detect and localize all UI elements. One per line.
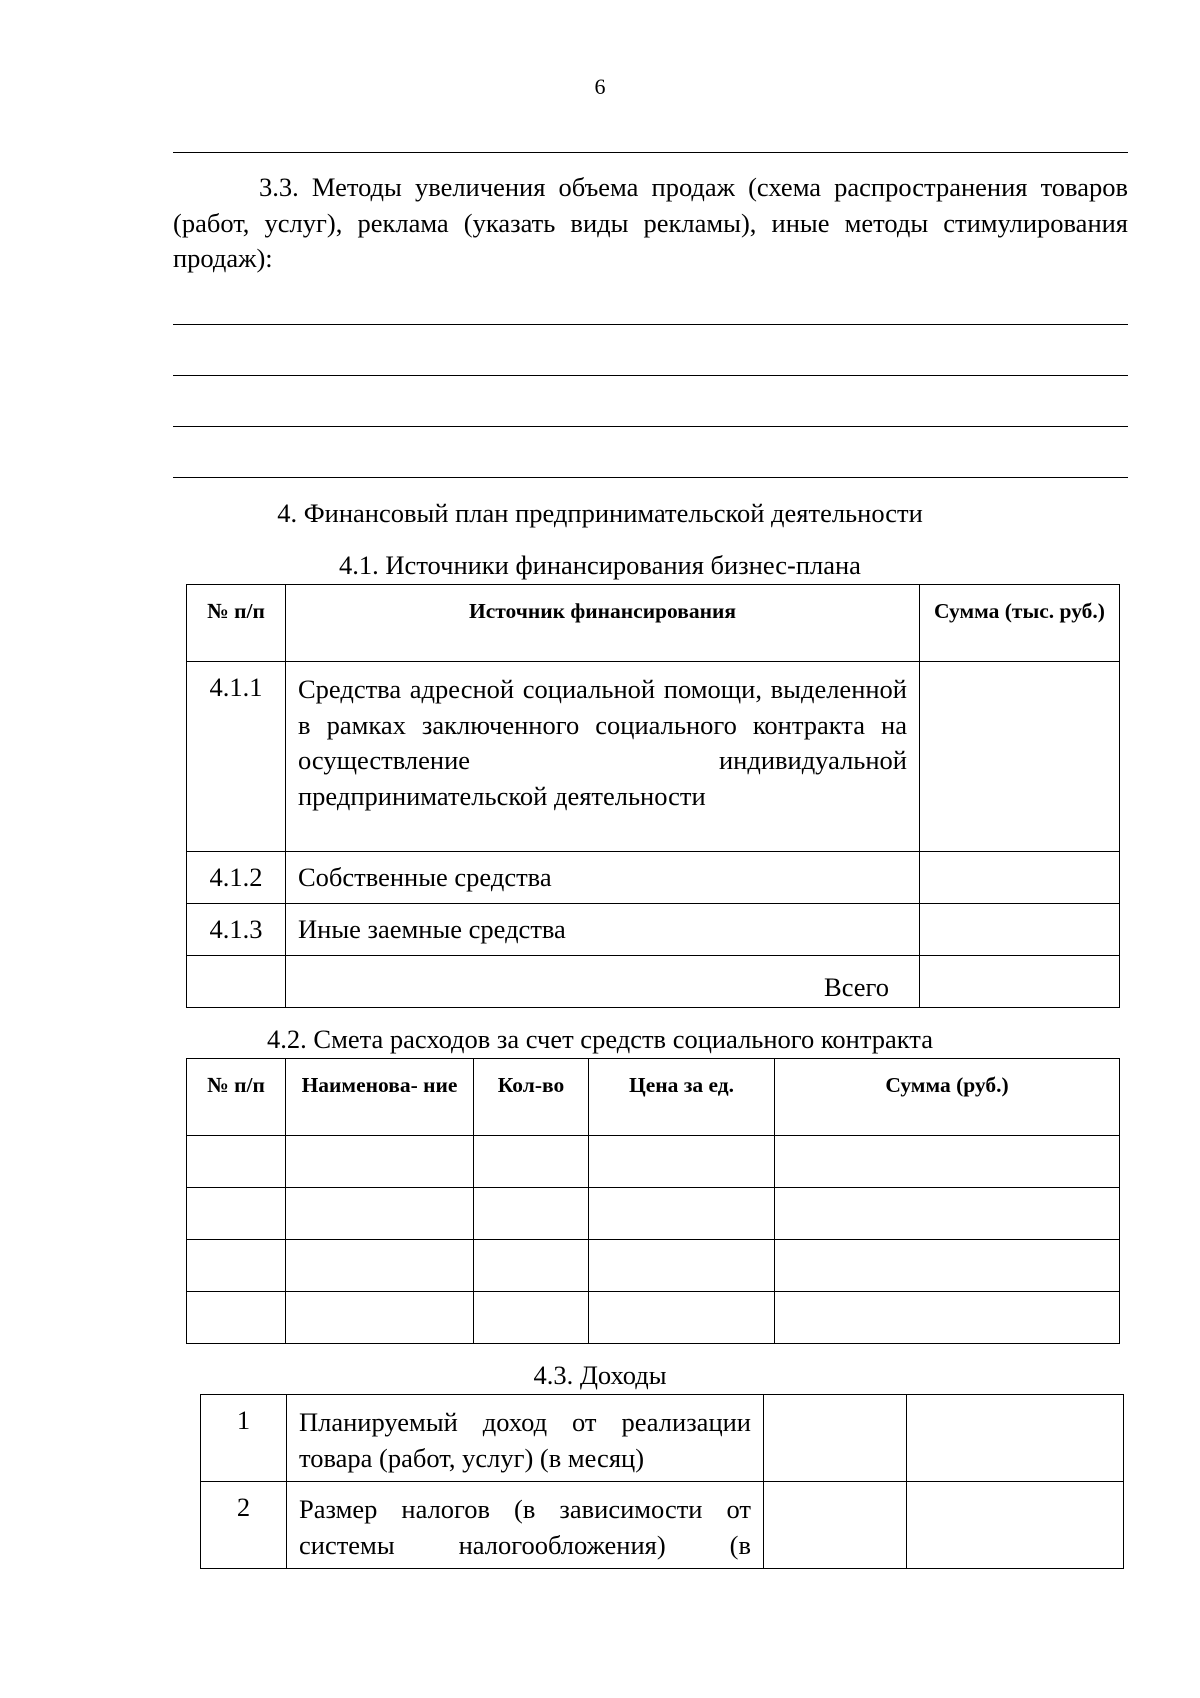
table-row bbox=[187, 1240, 1120, 1292]
cell[interactable] bbox=[286, 1292, 474, 1344]
table-row bbox=[187, 662, 1120, 852]
table-row bbox=[187, 1292, 1120, 1344]
header-source: Источник финансирования bbox=[286, 585, 920, 662]
empty-cell bbox=[187, 956, 286, 1008]
table-header-row bbox=[187, 585, 1120, 662]
cell[interactable] bbox=[187, 1292, 286, 1344]
blank-line bbox=[173, 426, 1128, 427]
header-num: № п/п bbox=[187, 585, 286, 662]
cell[interactable] bbox=[775, 1240, 1120, 1292]
row-num: 4.1.2 bbox=[187, 852, 286, 904]
cell[interactable] bbox=[286, 1240, 474, 1292]
row-sum-cell[interactable] bbox=[920, 904, 1120, 956]
total-row bbox=[187, 956, 1120, 1008]
row-num: 1 bbox=[201, 1395, 287, 1482]
blank-line bbox=[173, 152, 1128, 153]
row-sum-cell[interactable] bbox=[920, 852, 1120, 904]
total-sum-cell[interactable] bbox=[920, 956, 1120, 1008]
header-qty: Кол-во bbox=[474, 1059, 589, 1136]
row-num: 4.1.3 bbox=[187, 904, 286, 956]
cell[interactable] bbox=[474, 1188, 589, 1240]
table-row bbox=[201, 1395, 1124, 1482]
cell[interactable] bbox=[589, 1240, 775, 1292]
row-sum-cell[interactable] bbox=[920, 662, 1120, 852]
blank-line bbox=[173, 324, 1128, 325]
page-number: 6 bbox=[594, 74, 606, 99]
cell[interactable] bbox=[907, 1482, 1124, 1569]
header-sum: Сумма (руб.) bbox=[775, 1059, 1120, 1136]
cell[interactable] bbox=[764, 1482, 907, 1569]
cell[interactable] bbox=[907, 1395, 1124, 1482]
expense-estimate-table bbox=[186, 1058, 1120, 1344]
row-label: Планируемый доход от реализации товара (работ, услуг) (в месяц) bbox=[287, 1395, 764, 1482]
cell[interactable] bbox=[286, 1136, 474, 1188]
cell[interactable] bbox=[589, 1292, 775, 1344]
cell[interactable] bbox=[589, 1188, 775, 1240]
table-row bbox=[187, 904, 1120, 956]
table-4-3-title: 4.3. Доходы bbox=[533, 1360, 667, 1390]
cell[interactable] bbox=[775, 1136, 1120, 1188]
header-num: № п/п bbox=[187, 1059, 286, 1136]
table-row bbox=[201, 1482, 1124, 1569]
cell[interactable] bbox=[187, 1240, 286, 1292]
blank-line bbox=[173, 477, 1128, 478]
cell[interactable] bbox=[474, 1240, 589, 1292]
cell[interactable] bbox=[187, 1136, 286, 1188]
table-row bbox=[187, 852, 1120, 904]
row-num: 4.1.1 bbox=[187, 662, 286, 852]
table-4-2-title: 4.2. Смета расходов за счет средств социального контракта bbox=[267, 1024, 933, 1054]
total-label: Всего bbox=[286, 956, 920, 1008]
row-source: Собственные средства bbox=[286, 852, 920, 904]
row-source: Средства адресной социальной помощи, выделенной в рамках заключенного социального контракта на осуществление индивидуальной предпринимательской деятельности bbox=[286, 662, 920, 852]
row-num: 2 bbox=[201, 1482, 287, 1569]
cell[interactable] bbox=[187, 1188, 286, 1240]
financing-sources-table bbox=[186, 584, 1120, 1008]
blank-line bbox=[173, 375, 1128, 376]
table-row bbox=[187, 1136, 1120, 1188]
row-label: Размер налогов (в зависимости от системы налогообложения) (в bbox=[287, 1482, 764, 1569]
header-sum: Сумма (тыс. руб.) bbox=[920, 585, 1120, 662]
cell[interactable] bbox=[286, 1188, 474, 1240]
table-4-1-title: 4.1. Источники финансирования бизнес-плана bbox=[339, 550, 861, 580]
row-source: Иные заемные средства bbox=[286, 904, 920, 956]
cell[interactable] bbox=[775, 1292, 1120, 1344]
header-price: Цена за ед. bbox=[589, 1059, 775, 1136]
table-row bbox=[187, 1188, 1120, 1240]
cell[interactable] bbox=[474, 1136, 589, 1188]
section-4-title: 4. Финансовый план предпринимательской деятельности bbox=[277, 498, 923, 528]
cell[interactable] bbox=[589, 1136, 775, 1188]
cell[interactable] bbox=[764, 1395, 907, 1482]
cell[interactable] bbox=[474, 1292, 589, 1344]
header-name: Наименова- ние bbox=[286, 1059, 474, 1136]
cell[interactable] bbox=[775, 1188, 1120, 1240]
table-header-row bbox=[187, 1059, 1120, 1136]
section-3-3-text: 3.3. Методы увеличения объема продаж (схема распространения товаров (работ, услуг), реклама (указать виды рекламы), иные методы стимулирования продаж): bbox=[173, 172, 1128, 273]
income-table bbox=[200, 1394, 1124, 1569]
